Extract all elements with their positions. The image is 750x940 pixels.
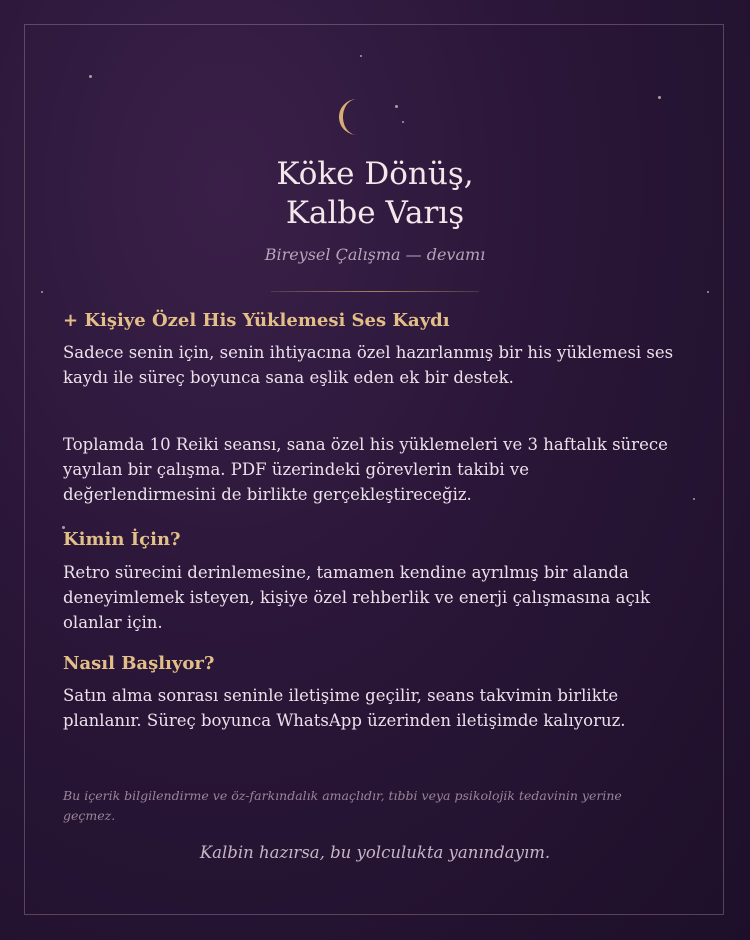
audience-heading: Kimin İçin?	[63, 529, 181, 550]
star-decoration	[402, 121, 404, 123]
star-decoration	[395, 105, 398, 108]
how-it-starts-text: Satın alma sonrası seninle iletişime geçilir, seans takvimin birlikte planlanır. Süreç boyunca WhatsApp üzerinden iletişimde kalıyoruz.	[63, 686, 626, 730]
audio-recording-heading: + Kişiye Özel His Yüklemesi Ses Kaydı	[63, 310, 450, 331]
closing-text: Kalbin hazırsa, bu yolculukta yanındayım.	[199, 843, 551, 862]
star-decoration	[41, 291, 43, 293]
audio-recording-text: Sadece senin için, senin ihtiyacına özel hazırlanmış bir his yüklemesi ses kaydı ile süreç boyunca sana eşlik eden ek bir destek.	[63, 343, 674, 387]
star-decoration	[360, 55, 362, 57]
page-title-line-1: Köke Dönüş,	[276, 156, 474, 192]
program-summary-text: Toplamda 10 Reiki seansı, sana özel his yüklemeleri ve 3 haftalık sürece yayılan bir çalışma. PDF üzerindeki görevlerin takibi ve değerlendirmesini de birlikte gerçekleştireceğiz.	[63, 435, 668, 504]
star-decoration	[707, 291, 709, 293]
star-decoration	[658, 96, 661, 99]
star-decoration	[693, 498, 695, 500]
audience-text: Retro sürecini derinlemesine, tamamen kendine ayrılmış bir alanda deneyimlemek isteyen, kişiye özel rehberlik ve enerji çalışmasına açık olanlar için.	[63, 563, 650, 632]
how-it-starts-heading: Nasıl Başlıyor?	[63, 653, 215, 674]
crescent-moon-icon	[331, 97, 371, 137]
divider	[271, 291, 479, 292]
page-subtitle: Bireysel Çalışma — devamı	[264, 245, 486, 264]
star-decoration	[89, 75, 92, 78]
page-title-line-2: Kalbe Varış	[285, 195, 465, 231]
disclaimer-text: Bu içerik bilgilendirme ve öz-farkındalık amaçlıdır, tıbbi veya psikolojik tedavinin yerine geçmez.	[63, 788, 622, 823]
